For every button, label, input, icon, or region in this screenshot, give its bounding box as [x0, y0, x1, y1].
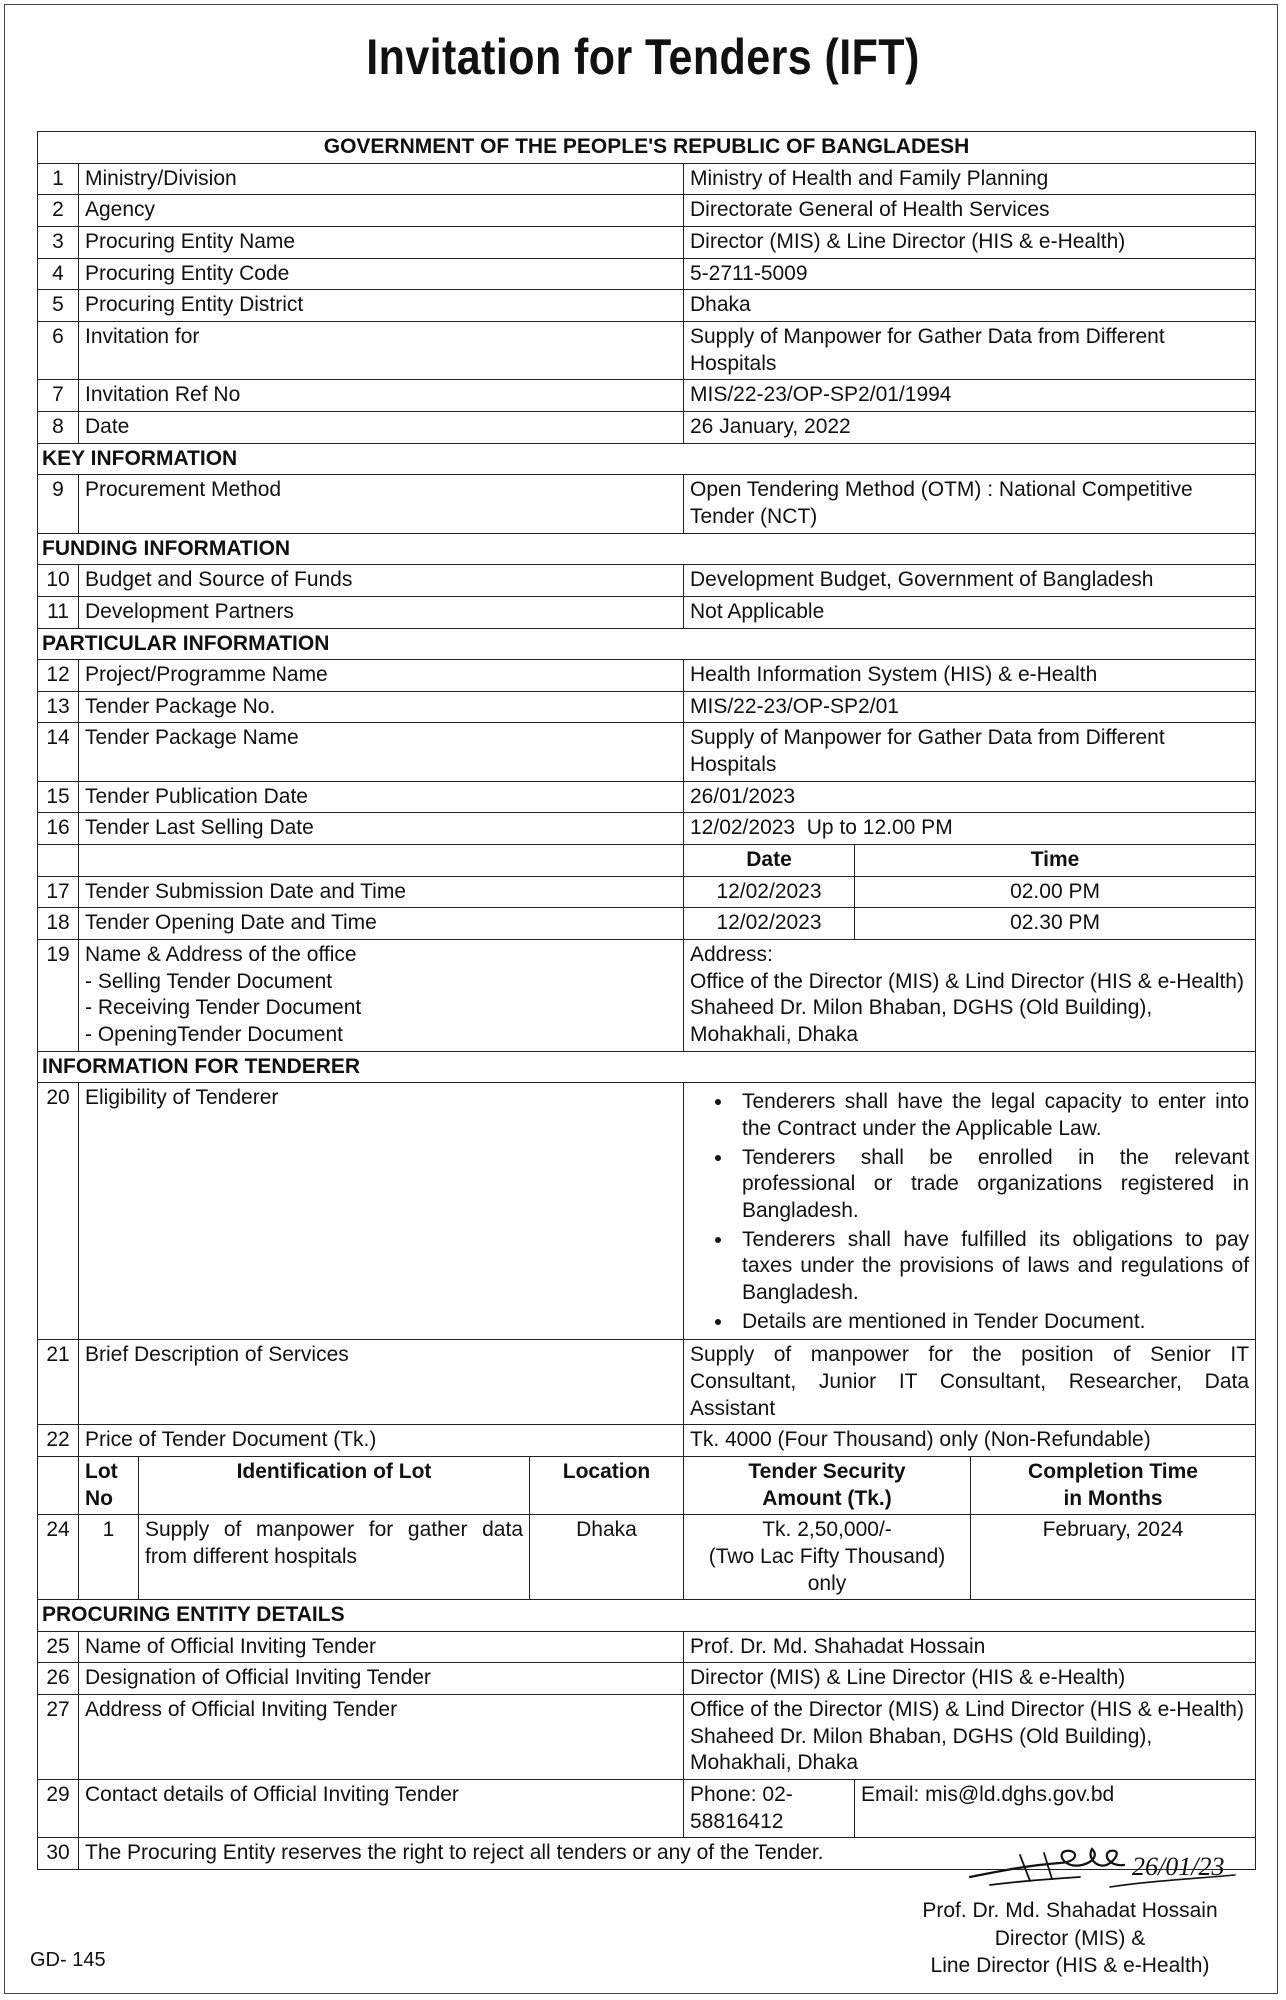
row-value: Director (MIS) & Line Director (HIS & e-Health)	[684, 1663, 1256, 1695]
completion-header-line: Completion Time	[1028, 1459, 1198, 1483]
row-number: 13	[38, 691, 79, 723]
eligibility-list-cell	[684, 1083, 1256, 1340]
section-row	[38, 443, 1256, 475]
row-label: Tender Last Selling Date	[79, 813, 684, 845]
row-label: Procurement Method	[79, 475, 684, 533]
row-value: Development Budget, Government of Bangladesh	[684, 565, 1256, 597]
row-label: Tender Opening Date and Time	[79, 908, 684, 940]
office-sub-item: - OpeningTender Document	[85, 1023, 343, 1047]
row-label: Designation of Official Inviting Tender	[79, 1663, 684, 1695]
row-number: 27	[38, 1695, 79, 1780]
row-number	[38, 1456, 79, 1514]
signatory-name: Prof. Dr. Md. Shahadat Hossain	[922, 1899, 1218, 1922]
lot-no-header	[79, 1456, 139, 1514]
row-value: 26 January, 2022	[684, 411, 1256, 443]
table-row	[38, 1663, 1256, 1695]
lot-header-row	[38, 1456, 1256, 1514]
page-title: Invitation for Tenders (IFT)	[366, 29, 920, 85]
section-heading-key-information: KEY INFORMATION	[38, 443, 1256, 475]
schedule-date: 12/02/2023	[684, 908, 855, 940]
lot-identification: Supply of manpower for gather data from different hospitals	[139, 1515, 530, 1600]
table-row	[38, 226, 1256, 258]
ift-table	[37, 131, 1256, 1870]
row-number: 9	[38, 475, 79, 533]
row-label: Date	[79, 411, 684, 443]
handwritten-date: 26/01/23	[1132, 1852, 1225, 1881]
completion-header-line: in Months	[1063, 1486, 1163, 1510]
section-row	[38, 628, 1256, 660]
row-value: 12/02/2023 Up to 12.00 PM	[684, 813, 1256, 845]
table-row	[38, 258, 1256, 290]
row-label: Brief Description of Services	[79, 1340, 684, 1425]
row-number: 24	[38, 1515, 79, 1600]
location-header: Location	[530, 1456, 684, 1514]
lot-security-line: Tk. 2,50,000/-	[762, 1518, 892, 1542]
row-label: Tender Submission Date and Time	[79, 876, 684, 908]
eligibility-row	[38, 1083, 1256, 1340]
row-value: Health Information System (HIS) & e-Health	[684, 660, 1256, 692]
identification-header: Identification of Lot	[139, 1456, 530, 1514]
table-row	[38, 1780, 1256, 1838]
schedule-date: 12/02/2023	[684, 876, 855, 908]
office-row	[38, 940, 1256, 1052]
table-row	[38, 781, 1256, 813]
row-number: 10	[38, 565, 79, 597]
row-value: MIS/22-23/OP-SP2/01/1994	[684, 380, 1256, 412]
table-row	[38, 1425, 1256, 1457]
time-header: Time	[855, 845, 1256, 877]
row-value: Ministry of Health and Family Planning	[684, 163, 1256, 195]
row-label: Budget and Source of Funds	[79, 565, 684, 597]
row-number: 19	[38, 940, 79, 1052]
row-number: 2	[38, 195, 79, 227]
contact-phone: Phone: 02-58816412	[684, 1780, 855, 1838]
lot-completion: February, 2024	[971, 1515, 1256, 1600]
row-number: 16	[38, 813, 79, 845]
table-row	[38, 380, 1256, 412]
row-label: Eligibility of Tenderer	[79, 1083, 684, 1340]
row-label: Ministry/Division	[79, 163, 684, 195]
security-header	[684, 1456, 971, 1514]
office-sub-item: - Receiving Tender Document	[85, 996, 362, 1020]
row-number: 3	[38, 226, 79, 258]
row-number: 5	[38, 290, 79, 322]
row-number: 21	[38, 1340, 79, 1425]
row-label: Development Partners	[79, 596, 684, 628]
table-row	[38, 321, 1256, 379]
row-label: Tender Package Name	[79, 723, 684, 781]
row-label: Agency	[79, 195, 684, 227]
row-number: 15	[38, 781, 79, 813]
footer-code: GD- 145	[30, 1949, 106, 1971]
schedule-header-row	[38, 845, 1256, 877]
row-label: Project/Programme Name	[79, 660, 684, 692]
office-label-cell	[79, 940, 684, 1052]
table-row	[38, 1340, 1256, 1425]
table-row	[38, 411, 1256, 443]
list-item: • Tenderers shall have the legal capacity to enter into the Contract under the Applicable Law.	[734, 1089, 1249, 1142]
row-value: Director (MIS) & Line Director (HIS & e-Health)	[684, 226, 1256, 258]
row-number: 8	[38, 411, 79, 443]
table-row	[38, 565, 1256, 597]
row-value: Supply of manpower for the position of Senior IT Consultant, Junior IT Consultant, Researcher, Data Assistant	[684, 1340, 1256, 1425]
schedule-time: 02.30 PM	[855, 908, 1256, 940]
list-item: • Details are mentioned in Tender Document.	[734, 1309, 1249, 1336]
lot-security	[684, 1515, 971, 1600]
row-value: Directorate General of Health Services	[684, 195, 1256, 227]
section-heading-procuring-entity-details: PROCURING ENTITY DETAILS	[38, 1600, 1256, 1632]
section-heading-information-for-tenderer: INFORMATION FOR TENDERER	[38, 1051, 1256, 1083]
section-row	[38, 533, 1256, 565]
row-label: Address of Official Inviting Tender	[79, 1695, 684, 1780]
row-label: Procuring Entity District	[79, 290, 684, 322]
lot-no-header-line: Lot	[85, 1459, 118, 1483]
address-line: Office of the Director (MIS) & Lind Director (HIS & e-Health)	[690, 1698, 1244, 1722]
table-row	[38, 1631, 1256, 1663]
date-header: Date	[684, 845, 855, 877]
government-heading: GOVERNMENT OF THE PEOPLE'S REPUBLIC OF BANGLADESH	[38, 132, 1256, 164]
row-number: 26	[38, 1663, 79, 1695]
row-value: Dhaka	[684, 290, 1256, 322]
row-number: 22	[38, 1425, 79, 1457]
row-label: Procuring Entity Name	[79, 226, 684, 258]
row-label: Price of Tender Document (Tk.)	[79, 1425, 684, 1457]
row-value: Open Tendering Method (OTM) : National Competitive Tender (NCT)	[684, 475, 1256, 533]
section-row	[38, 1600, 1256, 1632]
signature-image	[960, 1835, 1250, 1905]
row-label: Name of Official Inviting Tender	[79, 1631, 684, 1663]
row-number: 6	[38, 321, 79, 379]
table-row	[38, 813, 1256, 845]
table-row	[38, 1695, 1256, 1780]
reservation-text: The Procuring Entity reserves the right to reject all tenders or any of the Tender.	[79, 1838, 1256, 1870]
row-number	[38, 845, 79, 877]
row-value: 5-2711-5009	[684, 258, 1256, 290]
table-row	[38, 876, 1256, 908]
list-item: • Tenderers shall have fulfilled its obligations to pay taxes under the provisions of laws and regulations of Bangladesh.	[734, 1227, 1249, 1307]
address-line: Shaheed Dr. Milon Bhaban, DGHS (Old Building), Mohakhali, Dhaka	[690, 1724, 1153, 1775]
completion-header	[971, 1456, 1256, 1514]
row-number: 18	[38, 908, 79, 940]
row-number: 14	[38, 723, 79, 781]
row-value: 26/01/2023	[684, 781, 1256, 813]
table-row	[38, 596, 1256, 628]
row-number: 12	[38, 660, 79, 692]
row-value: Supply of Manpower for Gather Data from Different Hospitals	[684, 723, 1256, 781]
row-label: Tender Publication Date	[79, 781, 684, 813]
table-row	[38, 723, 1256, 781]
row-label: Invitation for	[79, 321, 684, 379]
lot-number: 1	[79, 1515, 139, 1600]
row-number: 11	[38, 596, 79, 628]
signatory-designation: Line Director (HIS & e-Health)	[930, 1954, 1210, 1978]
row-number: 25	[38, 1631, 79, 1663]
row-value: Tk. 4000 (Four Thousand) only (Non-Refundable)	[684, 1425, 1256, 1457]
signature-block	[900, 1897, 1240, 1980]
eligibility-list	[690, 1089, 1249, 1335]
row-label: Procuring Entity Code	[79, 258, 684, 290]
section-row	[38, 1051, 1256, 1083]
table-row	[38, 195, 1256, 227]
security-header-line: Amount (Tk.)	[762, 1486, 892, 1510]
official-address-cell	[684, 1695, 1256, 1780]
table-row	[38, 908, 1256, 940]
row-label: Invitation Ref No	[79, 380, 684, 412]
row-number: 4	[38, 258, 79, 290]
schedule-time: 02.00 PM	[855, 876, 1256, 908]
government-row	[38, 132, 1256, 164]
row-label	[79, 845, 684, 877]
lot-no-header-line: No	[85, 1486, 113, 1510]
list-item: • Tenderers shall be enrolled in the relevant professional or trade organizations registered in Bangladesh.	[734, 1145, 1249, 1225]
office-address-cell	[684, 940, 1256, 1052]
row-value: Not Applicable	[684, 596, 1256, 628]
table-row	[38, 290, 1256, 322]
row-label: Contact details of Official Inviting Tender	[79, 1780, 684, 1838]
row-number: 17	[38, 876, 79, 908]
address-label: Address:	[690, 943, 773, 967]
section-heading-funding-information: FUNDING INFORMATION	[38, 533, 1256, 565]
table-row	[38, 660, 1256, 692]
table-row	[38, 691, 1256, 723]
lot-row	[38, 1515, 1256, 1600]
office-sub-item: - Selling Tender Document	[85, 969, 333, 993]
row-value: Supply of Manpower for Gather Data from Different Hospitals	[684, 321, 1256, 379]
row-number: 29	[38, 1780, 79, 1838]
row-number: 7	[38, 380, 79, 412]
security-header-line: Tender Security	[748, 1459, 906, 1483]
row-number: 30	[38, 1838, 79, 1870]
lot-security-line: (Two Lac Fifty Thousand) only	[708, 1544, 946, 1595]
office-label: Name & Address of the office	[85, 943, 357, 967]
row-label: Tender Package No.	[79, 691, 684, 723]
row-value: Prof. Dr. Md. Shahadat Hossain	[684, 1631, 1256, 1663]
address-line: Shaheed Dr. Milon Bhaban, DGHS (Old Building), Mohakhali, Dhaka	[690, 996, 1153, 1047]
lot-location: Dhaka	[530, 1515, 684, 1600]
row-number: 1	[38, 163, 79, 195]
table-row	[38, 163, 1256, 195]
signatory-designation: Director (MIS) &	[994, 1926, 1146, 1950]
contact-email: Email: mis@ld.dghs.gov.bd	[855, 1780, 1256, 1838]
row-value: MIS/22-23/OP-SP2/01	[684, 691, 1256, 723]
address-line: Office of the Director (MIS) & Lind Director (HIS & e-Health)	[690, 969, 1244, 993]
section-heading-particular-information: PARTICULAR INFORMATION	[38, 628, 1256, 660]
row-number: 20	[38, 1083, 79, 1340]
table-row	[38, 475, 1256, 533]
